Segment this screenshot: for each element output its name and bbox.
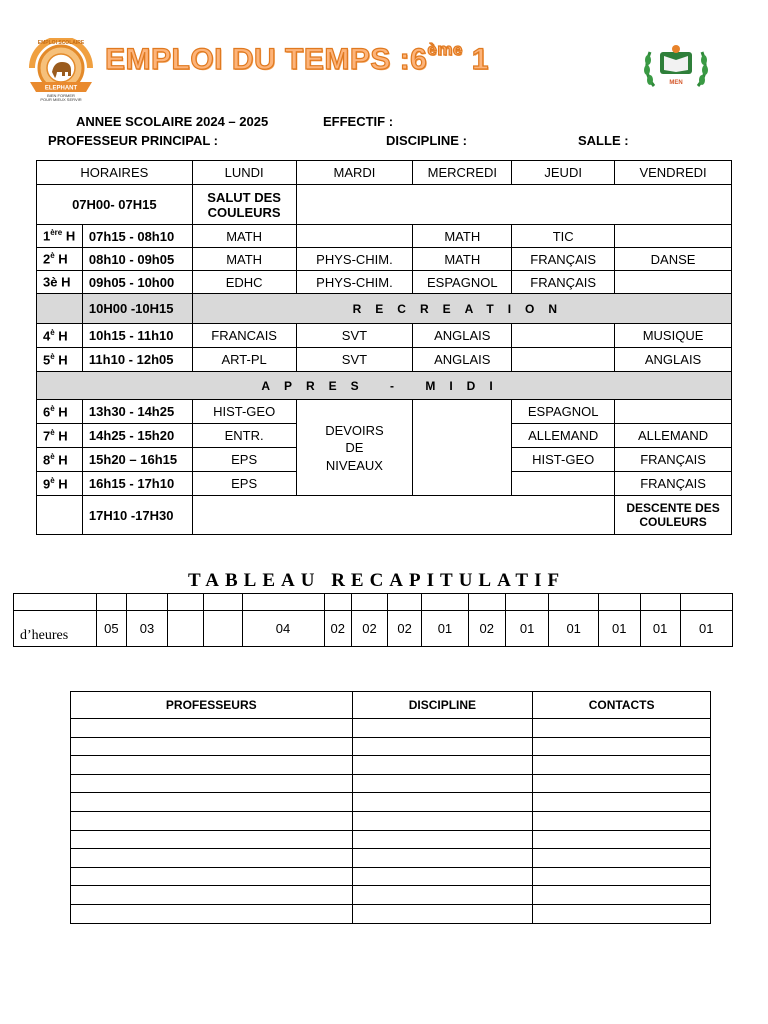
svg-text:EMPLOI SCOLAIRE: EMPLOI SCOLAIRE (37, 40, 85, 46)
hour-time: 11h10 - 12h05 (82, 348, 192, 372)
devoirs-cell: DEVOIRS DE NIVEAUX (296, 400, 413, 496)
hour-time: 15h20 – 16h15 (82, 448, 192, 472)
salut-row (37, 185, 732, 225)
hour-number: $2^è$ H (37, 248, 83, 271)
hour-time: 07h15 - 08h10 (82, 225, 192, 248)
teacher-row (71, 830, 711, 849)
ministry-logo (640, 40, 712, 94)
descente-cell: DESCENTE DES COULEURS (615, 496, 732, 535)
lesson-cell (615, 271, 732, 294)
discipline-label: DISCIPLINE : (386, 133, 467, 148)
teacher-row (71, 756, 711, 775)
header-contacts: CONTACTS (533, 692, 711, 719)
teacher-row (71, 867, 711, 886)
document-title: EMPLOI DU TEMPS :6ème 1 (105, 40, 489, 76)
lesson-cell: ESPAGNOL (512, 400, 615, 424)
header-horaires: HORAIRES (37, 161, 193, 185)
lesson-cell: SVT (296, 324, 413, 348)
lesson-cell: ANGLAIS (615, 348, 732, 372)
hour-time: 08h10 - 09h05 (82, 248, 192, 271)
table-row (37, 248, 732, 271)
lesson-cell: EPS (192, 472, 296, 496)
descente-time: 17H10 -17H30 (82, 496, 192, 535)
teacher-row (71, 719, 711, 738)
lesson-cell: FRANÇAIS (615, 448, 732, 472)
lesson-cell: DANSE (615, 248, 732, 271)
recap-value: 01 (549, 611, 598, 647)
header-professeurs: PROFESSEURS (71, 692, 353, 719)
header-jeudi: JEUDI (512, 161, 615, 185)
afternoon-row (37, 372, 732, 400)
teacher-row (71, 904, 711, 923)
lesson-cell: PHYS-CHIM. (296, 248, 413, 271)
recap-value: 02 (388, 611, 422, 647)
recap-value: 02 (351, 611, 387, 647)
lesson-cell: EPS (192, 448, 296, 472)
lesson-cell: ART-PL (192, 348, 296, 372)
header-mercredi: MERCREDI (413, 161, 512, 185)
lesson-cell: EDHC (192, 271, 296, 294)
recap-hours-row (14, 611, 733, 647)
hour-time: 10h15 - 11h10 (82, 324, 192, 348)
lesson-cell: FRANÇAIS (512, 248, 615, 271)
recap-value: 01 (640, 611, 680, 647)
lesson-cell (296, 225, 413, 248)
teacher-row (71, 849, 711, 868)
hour-time: 13h30 - 14h25 (82, 400, 192, 424)
lesson-cell: MATH (192, 225, 296, 248)
lesson-cell: FRANCAIS (192, 324, 296, 348)
lesson-cell (615, 225, 732, 248)
table-row (37, 225, 732, 248)
recreation-label: RECREATION (192, 294, 731, 324)
recap-value: 01 (422, 611, 469, 647)
lesson-cell: FRANÇAIS (512, 271, 615, 294)
teacher-row (71, 737, 711, 756)
afternoon-label: APRES - MIDI (37, 372, 732, 400)
lesson-cell: FRANÇAIS (615, 472, 732, 496)
header-mardi: MARDI (296, 161, 413, 185)
header-vendredi: VENDREDI (615, 161, 732, 185)
lesson-cell: SVT (296, 348, 413, 372)
recap-value: 04 (242, 611, 324, 647)
svg-text:BIEN FORMER: BIEN FORMER (47, 93, 75, 98)
lesson-cell: MATH (413, 248, 512, 271)
header-lundi: LUNDI (192, 161, 296, 185)
recap-value: 03 (127, 611, 168, 647)
descente-row (37, 496, 732, 535)
recap-title: TABLEAU RECAPITULATIF (188, 570, 566, 591)
hour-time: 16h15 - 17h10 (82, 472, 192, 496)
lesson-cell: ALLEMAND (512, 424, 615, 448)
prof-principal-label: PROFESSEUR PRINCIPAL : (48, 133, 218, 148)
salle-label: SALLE : (578, 133, 629, 148)
lesson-cell: MUSIQUE (615, 324, 732, 348)
lesson-cell: HIST-GEO (512, 448, 615, 472)
hour-number: $9^è$ H (37, 472, 83, 496)
hour-number: $4^è$ H (37, 324, 83, 348)
school-elephant-logo (22, 38, 100, 102)
svg-text:ELEPHANT: ELEPHANT (44, 85, 78, 92)
hour-time: 14h25 - 15h20 (82, 424, 192, 448)
recap-value: 02 (468, 611, 505, 647)
table-header-row (37, 161, 732, 185)
teachers-table (70, 691, 711, 924)
hour-number: $7^è$ H (37, 424, 83, 448)
table-row (37, 271, 732, 294)
table-row (37, 324, 732, 348)
teacher-row (71, 811, 711, 830)
lesson-cell: ENTR. (192, 424, 296, 448)
teacher-row (71, 886, 711, 905)
header-discipline: DISCIPLINE (352, 692, 533, 719)
teacher-row (71, 793, 711, 812)
recap-value: 02 (324, 611, 351, 647)
lesson-cell: MATH (413, 225, 512, 248)
hour-time: 09h05 - 10h00 (82, 271, 192, 294)
recreation-row (37, 294, 732, 324)
recap-value (204, 611, 242, 647)
svg-text:MEN: MEN (669, 80, 683, 86)
hour-number: 1ère H (37, 225, 83, 248)
svg-text:POUR MIEUX SERVIR: POUR MIEUX SERVIR (40, 97, 82, 102)
lesson-cell: PHYS-CHIM. (296, 271, 413, 294)
hour-number: $8^è$ H (37, 448, 83, 472)
salut-cell: SALUT DES COULEURS (192, 185, 296, 225)
lesson-cell: HIST-GEO (192, 400, 296, 424)
lesson-cell (615, 400, 732, 424)
lesson-cell: MATH (192, 248, 296, 271)
recap-value: 05 (96, 611, 126, 647)
lesson-cell: TIC (512, 225, 615, 248)
salut-time: 07H00- 07H15 (37, 185, 193, 225)
hour-number: 3è H (37, 271, 83, 294)
teachers-header-row (71, 692, 711, 719)
lesson-cell (512, 472, 615, 496)
recap-value: 01 (598, 611, 640, 647)
effectif-label: EFFECTIF : (323, 114, 394, 129)
lesson-cell: ANGLAIS (413, 324, 512, 348)
recap-value: 01 (505, 611, 549, 647)
lesson-cell: ESPAGNOL (413, 271, 512, 294)
recap-value: 01 (680, 611, 732, 647)
table-row (37, 400, 732, 424)
recap-row-label: d’heures (14, 611, 97, 647)
recap-header-row (14, 594, 733, 611)
lesson-cell (512, 324, 615, 348)
hour-number: $6^è$ H (37, 400, 83, 424)
recap-table (13, 593, 733, 647)
teacher-row (71, 774, 711, 793)
recreation-time: 10H00 -10H15 (82, 294, 192, 324)
lesson-cell: ANGLAIS (413, 348, 512, 372)
table-row (37, 348, 732, 372)
schedule-table (36, 160, 732, 535)
recap-value (167, 611, 203, 647)
hour-number: $5^è$ H (37, 348, 83, 372)
lesson-cell (512, 348, 615, 372)
lesson-cell: ALLEMAND (615, 424, 732, 448)
school-year: ANNEE SCOLAIRE 2024 – 2025 (76, 114, 269, 129)
